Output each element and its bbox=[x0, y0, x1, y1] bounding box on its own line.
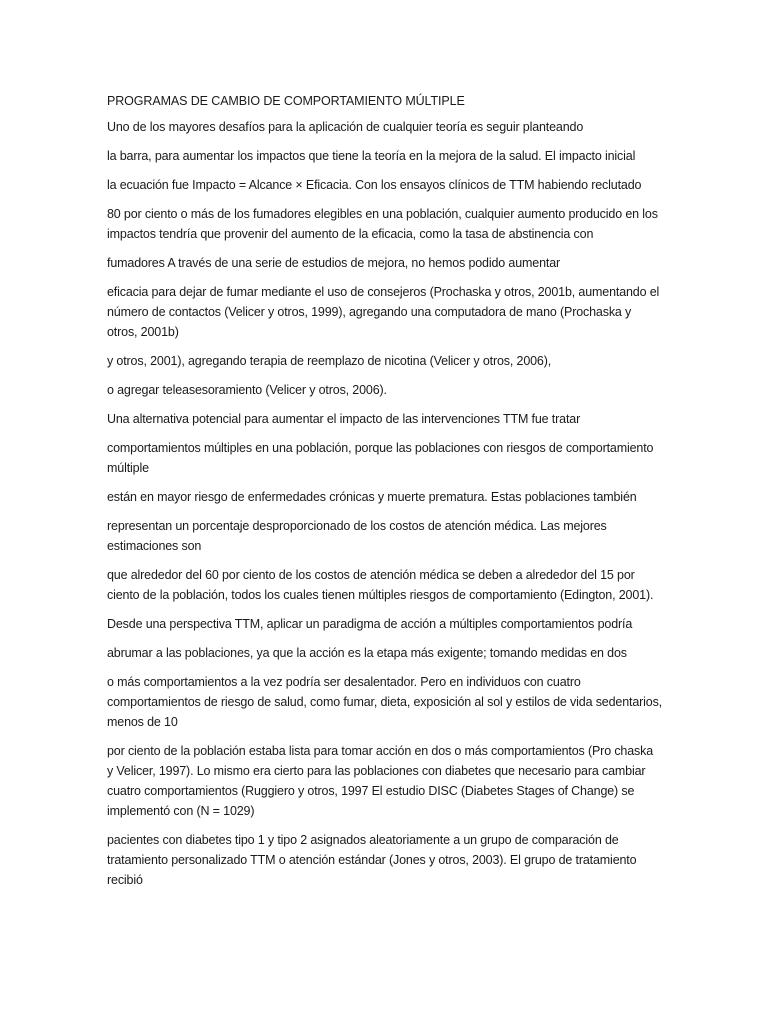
paragraph-16: o más comportamientos a la vez podría ser desalentador. Pero en individuos con cuatro comportamientos de riesgo de salud, como fumar, dieta, exposición al sol y estilos de vida sedentarios, menos de 10 bbox=[107, 675, 662, 729]
paragraph-4: 80 por ciento o más de los fumadores elegibles en una población, cualquier aumento producido en los impactos tendría que provenir del aumento de la eficacia, como la tasa de abstinencia con bbox=[107, 207, 658, 241]
paragraph-11: están en mayor riesgo de enfermedades crónicas y muerte prematura. Estas poblaciones también bbox=[107, 490, 637, 504]
paragraph-5: fumadores A través de una serie de estudios de mejora, no hemos podido aumentar bbox=[107, 256, 561, 270]
paragraph-8: o agregar teleasesoramiento (Velicer y otros, 2006). bbox=[107, 383, 387, 397]
paragraph-10: comportamientos múltiples en una población, porque las poblaciones con riesgos de comportamiento múltiple bbox=[107, 441, 654, 475]
paragraph-3: la ecuación fue Impacto = Alcance × Eficacia. Con los ensayos clínicos de TTM habiendo reclutado bbox=[107, 178, 642, 192]
paragraph-7: y otros, 2001), agregando terapia de reemplazo de nicotina (Velicer y otros, 2006), bbox=[107, 354, 552, 368]
paragraph-6: eficacia para dejar de fumar mediante el uso de consejeros (Prochaska y otros, 2001b, aumentando el número de contactos (Velicer y otros, 1999), agregando una computadora de mano (Prochaska y otros, 2001b) bbox=[107, 285, 660, 339]
paragraph-1: Uno de los mayores desafíos para la aplicación de cualquier teoría es seguir planteando bbox=[107, 120, 584, 134]
paragraph-12: representan un porcentaje desproporcionado de los costos de atención médica. Las mejores estimaciones son bbox=[107, 519, 607, 553]
paragraph-14: Desde una perspectiva TTM, aplicar un paradigma de acción a múltiples comportamientos podría bbox=[107, 617, 633, 631]
paragraph-18: pacientes con diabetes tipo 1 y tipo 2 asignados aleatoriamente a un grupo de comparación de tratamiento personalizado TTM o atención estándar (Jones y otros, 2003). El grupo de tratamiento recibió bbox=[107, 833, 637, 887]
paragraph-2: la barra, para aumentar los impactos que tiene la teoría en la mejora de la salud. El impacto inicial bbox=[107, 149, 636, 163]
paragraph-15: abrumar a las poblaciones, ya que la acción es la etapa más exigente; tomando medidas en dos bbox=[107, 646, 627, 660]
document-title: PROGRAMAS DE CAMBIO DE COMPORTAMIENTO MÚLTIPLE bbox=[107, 94, 465, 108]
paragraph-17: por ciento de la población estaba lista para tomar acción en dos o más comportamientos (Pro chaska y Velicer, 1997). Lo mismo era cierto para las poblaciones con diabetes que necesario para cambiar cuatro comportamientos (Ruggiero y otros, 1997 El estudio DISC (Diabetes Stages of Change) se implementó con (N = 1029) bbox=[107, 744, 654, 818]
document-page bbox=[107, 91, 662, 899]
paragraph-13: que alrededor del 60 por ciento de los costos de atención médica se deben a alrededor del 15 por ciento de la población, todos los cuales tienen múltiples riesgos de comportamiento (Edington, 2001). bbox=[107, 568, 654, 602]
paragraph-9: Una alternativa potencial para aumentar el impacto de las intervenciones TTM fue tratar bbox=[107, 412, 581, 426]
